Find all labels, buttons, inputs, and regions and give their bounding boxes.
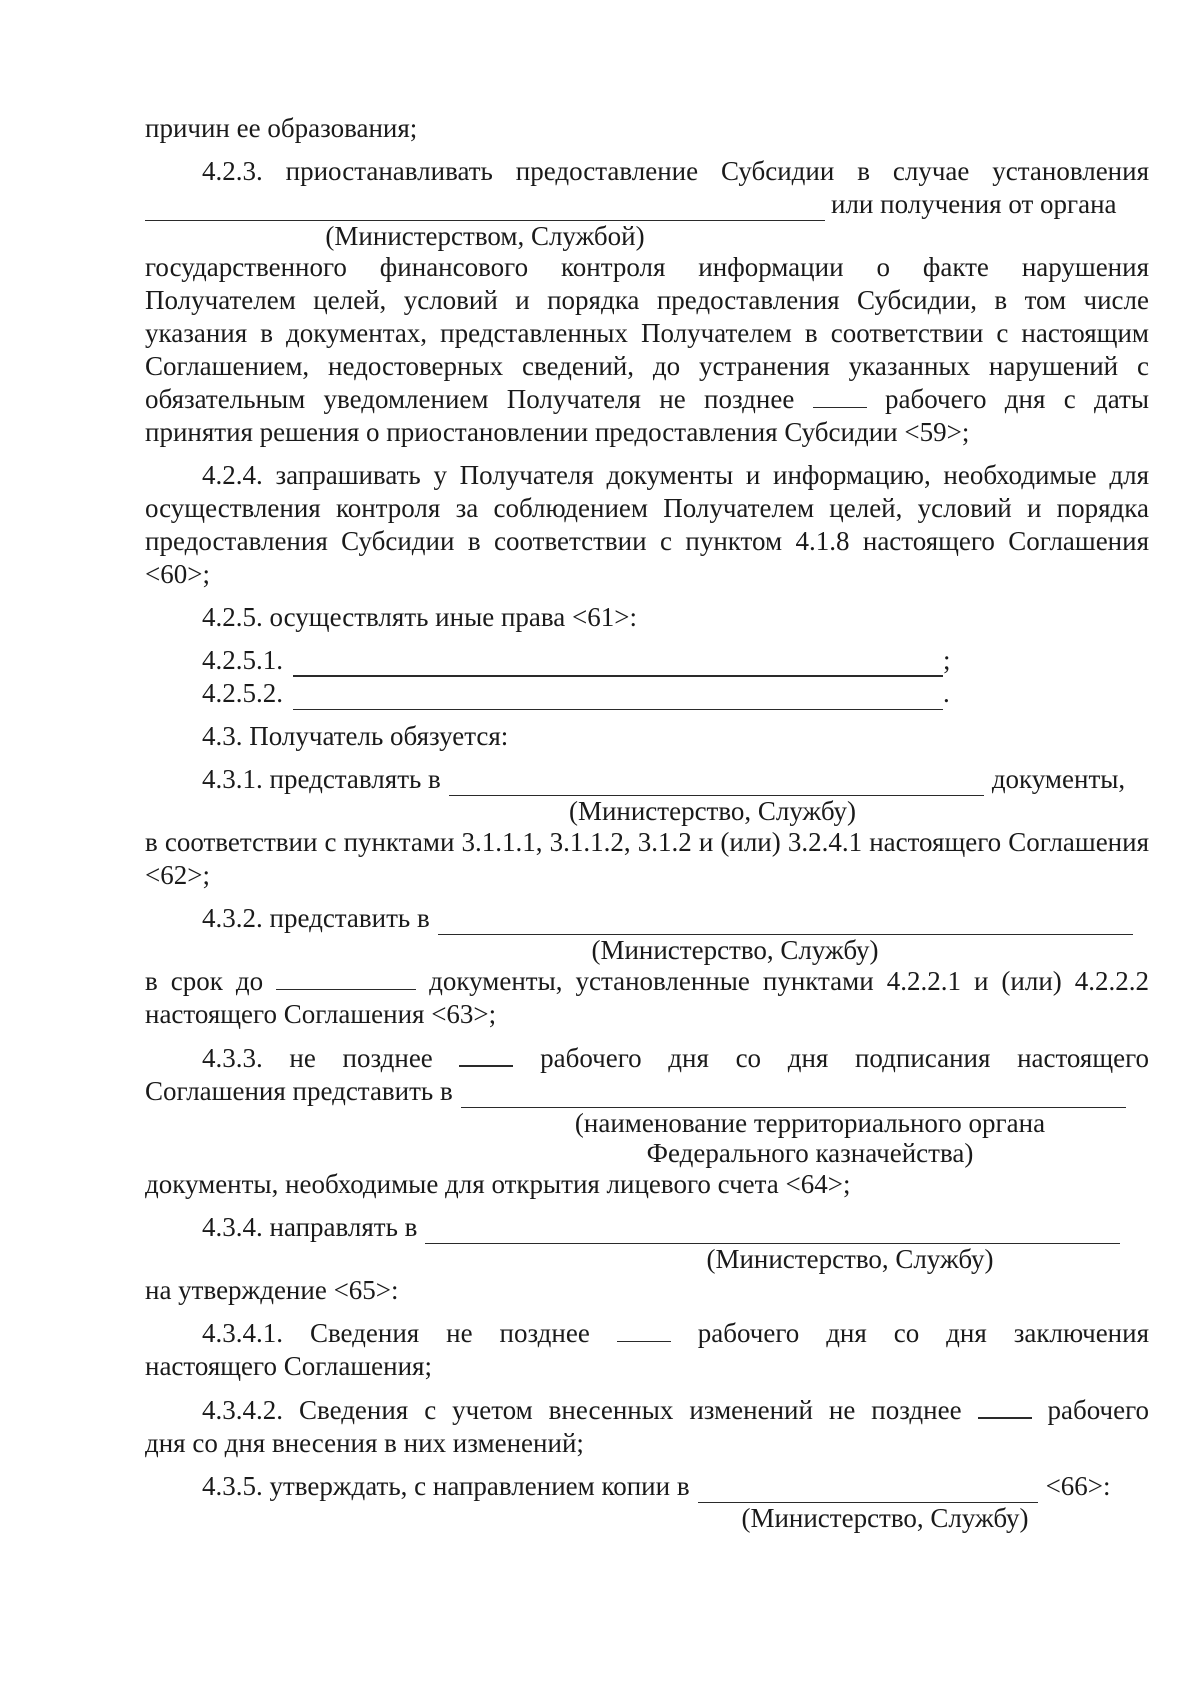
- clause-text: документы,: [991, 764, 1126, 794]
- clause-4-2-5-1: [145, 644, 1149, 677]
- clause-text: рабочего дня с даты принятия решения о приостановлении предоставления Субсидии <59>;: [145, 384, 1149, 447]
- clause-4-3-4-1-end: настоящего Соглашения;: [145, 1351, 432, 1381]
- field-caption: (Министерство, Службу): [741, 1503, 1029, 1533]
- clause-text: <66>:: [1045, 1471, 1111, 1501]
- clause-text: государственного финансового контроля информации о факте нарушения Получателем целей, условий и порядка предоставления Субсидии, в том числе указания в документах, представленных Получателем в соответствии с настоящим Соглашением, недостоверных сведений, до устранения указанных нарушений с обязательным уведомлением Получателя не позднее: [145, 252, 1149, 414]
- blank-field: [293, 651, 943, 677]
- clause-4-3-4-2-end: дня со дня внесения в них изменений;: [145, 1428, 584, 1458]
- clause-4-3-5: [145, 1470, 1149, 1503]
- clause-text: рабочего дня со дня подписания настоящего: [540, 1043, 1150, 1073]
- clause-text: 4.3.3. не позднее: [202, 1043, 433, 1073]
- field-caption: (Министерством, Службой): [325, 221, 645, 251]
- blank-field: [276, 965, 416, 990]
- blank-field: [449, 771, 984, 796]
- clause-text: 4.3.2. представить в: [202, 903, 430, 933]
- clause-4-3-2-line: [145, 965, 1149, 998]
- clause-text: или получения от органа: [831, 189, 1117, 219]
- clause-text: 4.3.4.2. Сведения с учетом внесенных изменений не позднее: [202, 1395, 962, 1425]
- clause-4-3-4-1: [145, 1317, 1149, 1350]
- clause-4-3-3-end: документы, необходимые для открытия лицевого счета <64>;: [145, 1169, 851, 1199]
- blank-field: [293, 685, 943, 710]
- clause-4-3-2: [145, 902, 1149, 935]
- blank-field: [813, 383, 867, 408]
- clause-text: Соглашения представить в: [145, 1076, 453, 1106]
- field-caption: (наименование территориального органа: [574, 1108, 1046, 1138]
- clause-text: рабочего: [1047, 1395, 1149, 1425]
- clause-4-3-1-body: в соответствии с пунктами 3.1.1.1, 3.1.1.2, 3.1.2 и (или) 3.2.4.1 настоящего Соглашения <62>;: [145, 827, 1149, 890]
- clause-number: 4.2.5.2.: [202, 678, 283, 708]
- clause-text: 4.3.4. направлять в: [202, 1212, 418, 1242]
- clause-4-2-3-line1: 4.2.3. приостанавливать предоставление Субсидии в случае установления: [202, 156, 1149, 186]
- field-caption: Федерального казначейства): [646, 1138, 974, 1168]
- clause-4-2-5: 4.2.5. осуществлять иные права <61>:: [202, 602, 637, 632]
- blank-field: [438, 910, 1133, 935]
- field-caption: (Министерство, Службу): [568, 796, 857, 826]
- clause-4-3-1: [145, 763, 1149, 796]
- clause-text: в срок до: [145, 966, 264, 996]
- clause-text: документы, установленные пунктами 4.2.2.1 и (или) 4.2.2.2: [429, 966, 1150, 996]
- clause-4-3: 4.3. Получатель обязуется:: [202, 721, 509, 751]
- blank-field: [617, 1317, 671, 1342]
- clause-4-2-5-2: [145, 677, 1149, 710]
- clause-4-3-2-end: настоящего Соглашения <63>;: [145, 999, 497, 1029]
- blank-field: [978, 1393, 1032, 1419]
- blank-field: [461, 1083, 1126, 1108]
- field-caption: (Министерство, Службу): [591, 935, 879, 965]
- clause-text: ;: [943, 645, 951, 675]
- clause-4-3-3-line1: [145, 1041, 1149, 1075]
- blank-field: [425, 1219, 1120, 1244]
- blank-field: [459, 1041, 513, 1067]
- clause-text: .: [943, 678, 950, 708]
- clause-4-3-4-2: [145, 1393, 1149, 1427]
- clause-4-2-4: 4.2.4. запрашивать у Получателя документы и информацию, необходимые для осуществления контроля за соблюдением Получателем целей, условий и порядка предоставления Субсидии в соответствии с пунктом 4.1.8 настоящего Соглашения <60>;: [145, 460, 1149, 589]
- field-caption: (Министерство, Службу): [706, 1244, 994, 1274]
- blank-field: [698, 1478, 1038, 1503]
- clause-4-3-4-end: на утверждение <65>:: [145, 1275, 399, 1305]
- paragraph-text: причин ее образования;: [145, 113, 418, 143]
- blank-field: [145, 196, 825, 221]
- clause-number: 4.2.5.1.: [202, 645, 283, 675]
- clause-text: рабочего дня со дня заключения: [697, 1318, 1150, 1348]
- document-page: [145, 112, 1149, 1533]
- clause-4-3-4: [145, 1211, 1149, 1244]
- clause-4-3-3-line2: [145, 1075, 1149, 1108]
- clause-text: 4.3.1. представлять в: [202, 764, 441, 794]
- clause-text: 4.3.5. утверждать, с направлением копии в: [202, 1471, 690, 1501]
- clause-text: 4.3.4.1. Сведения не позднее: [202, 1318, 590, 1348]
- clause-4-2-3-body: [145, 251, 1149, 449]
- clause-4-2-3-line2: [145, 188, 1149, 221]
